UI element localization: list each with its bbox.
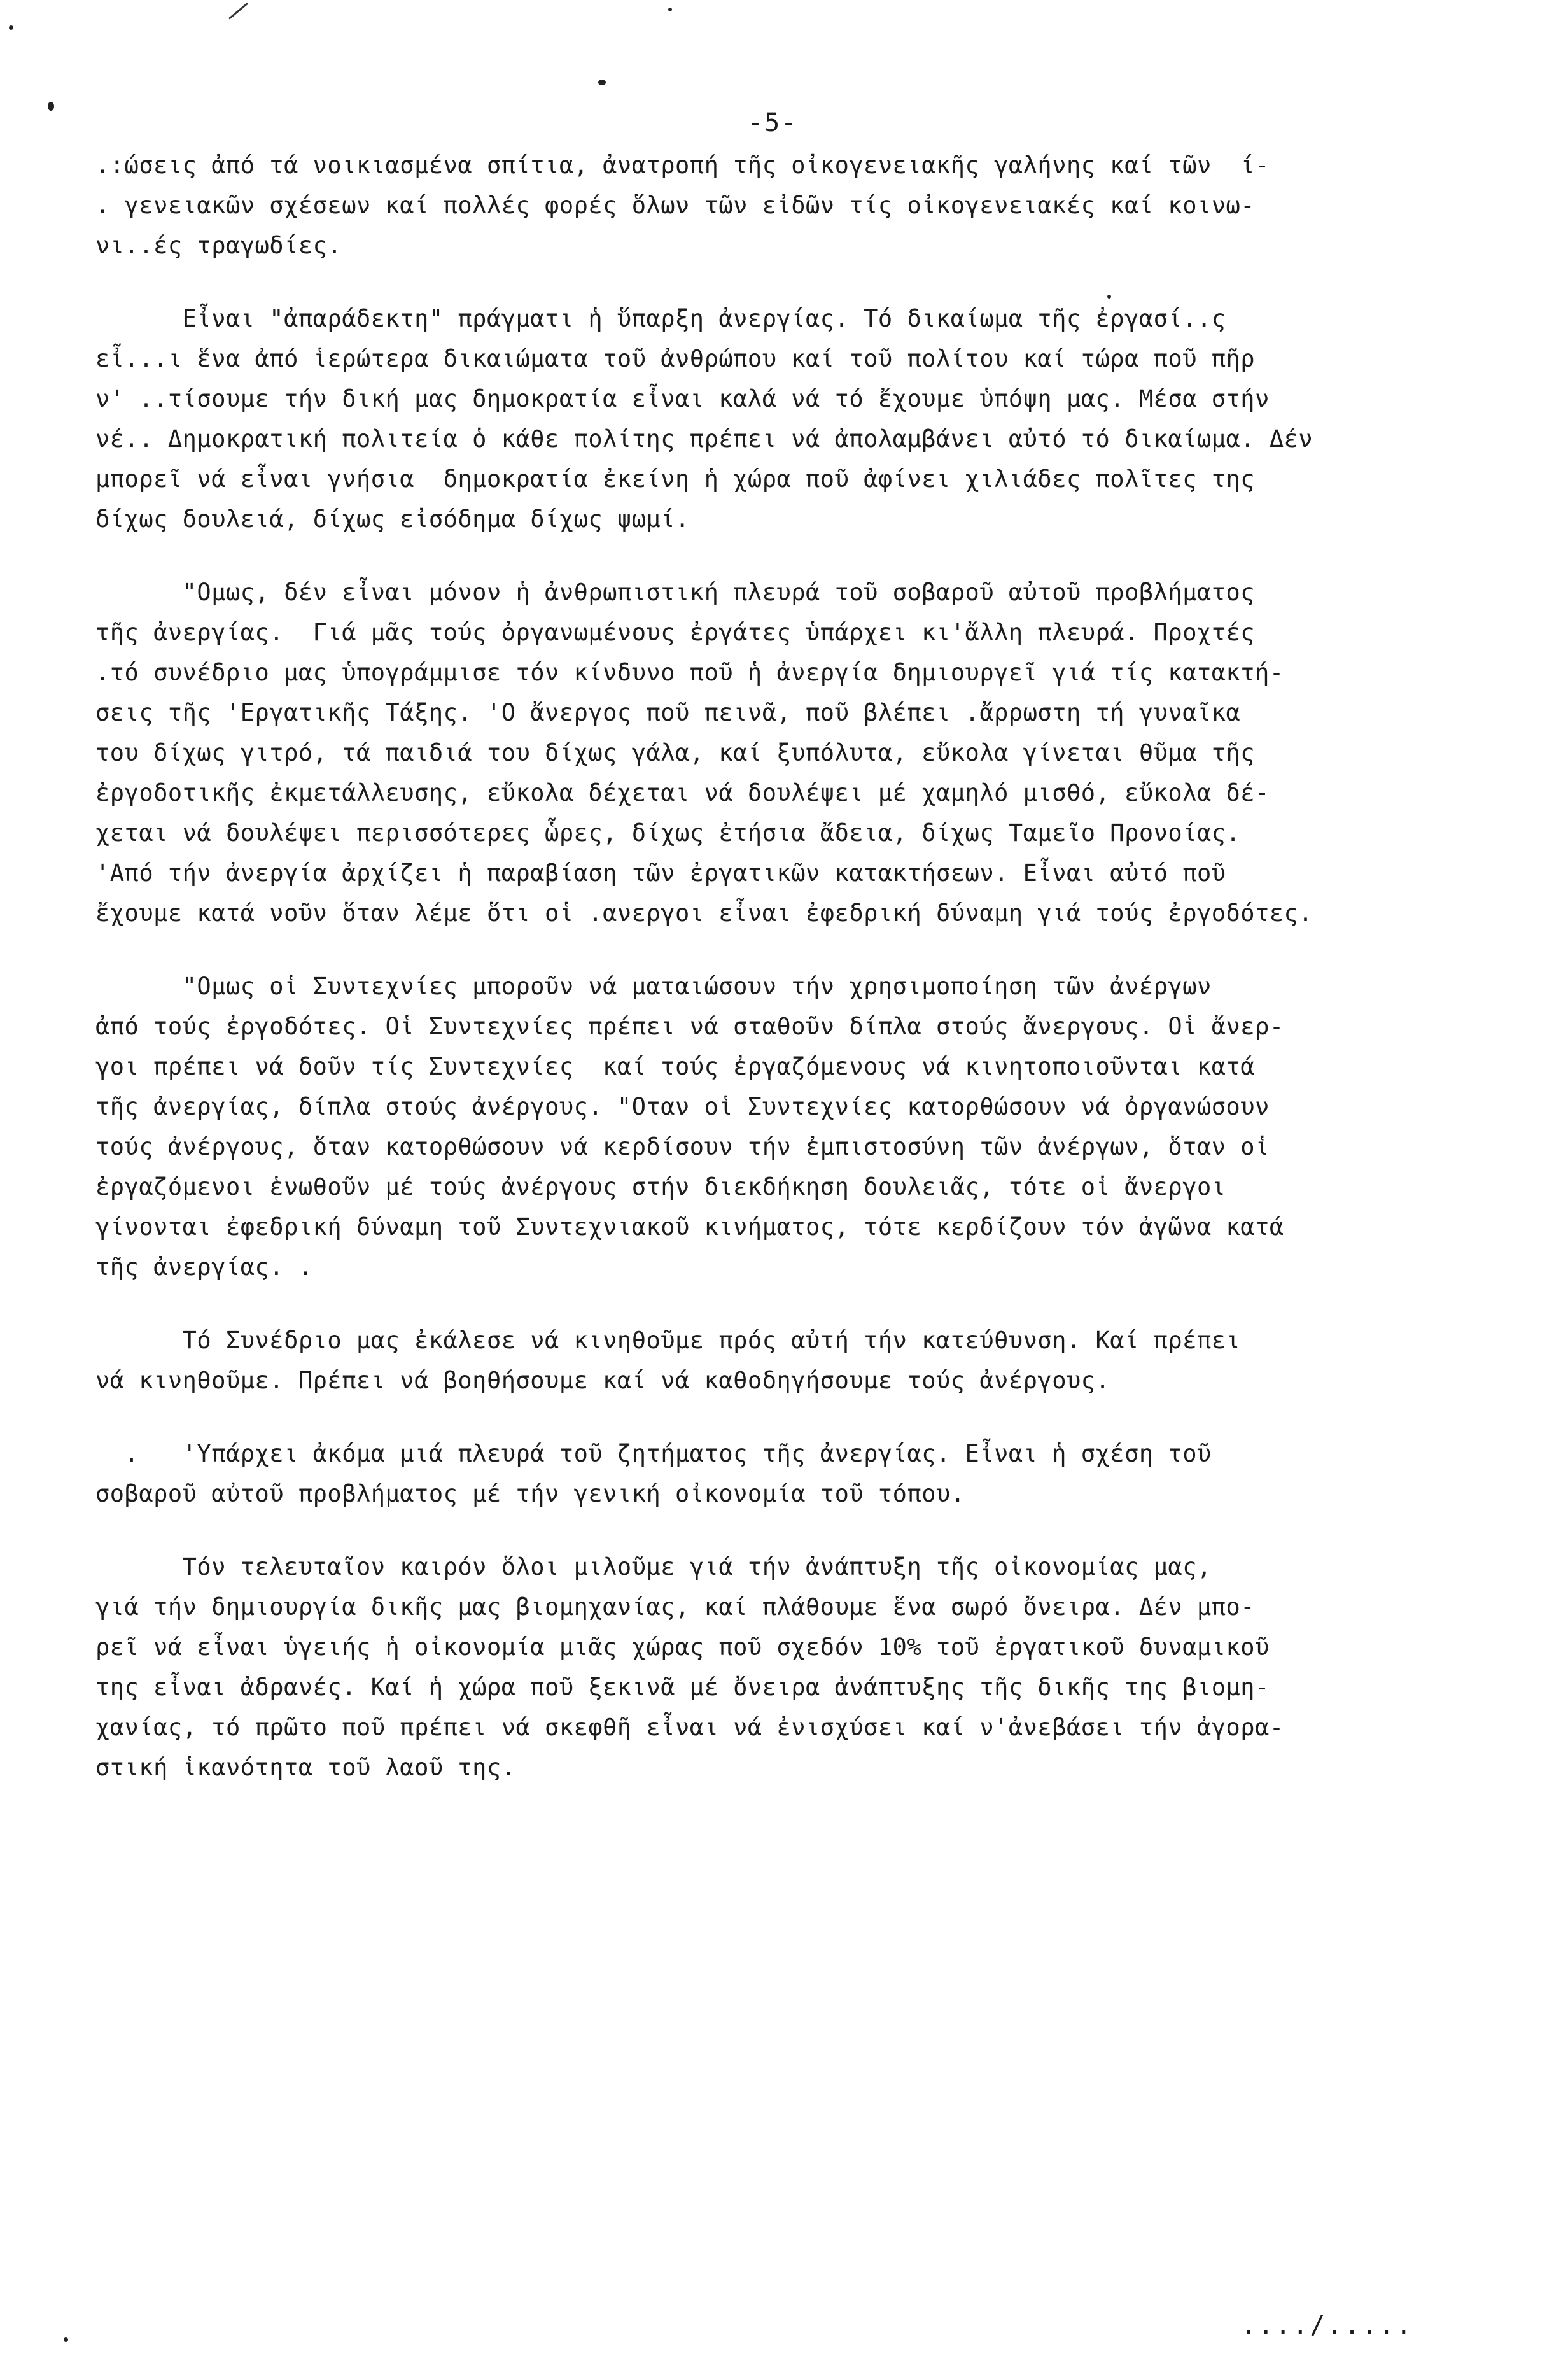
text-line: ἀπό τούς ἐργοδότες. Οἱ Συντεχνίες πρέπει νά σταθοῦν δίπλα στούς ἄνεργους. Οἱ ἄνερ- xyxy=(95,1013,1284,1040)
text-line: γοι πρέπει νά δοῦν τίς Συντεχνίες καί τούς ἐργαζόμενους νά κινητοποιοῦνται κατά xyxy=(95,1053,1256,1080)
text-line: Τόν τελευταῖον καιρόν ὅλοι μιλοῦμε γιά τήν ἀνάπτυξη τῆς οἰκονομίας μας, xyxy=(95,1553,1212,1581)
text-line: στική ἱκανότητα τοῦ λαοῦ της. xyxy=(95,1754,516,1781)
text-line: γίνονται ἐφεδρική δύναμη τοῦ Συντεχνιακοῦ κινήματος, τότε κερδίζουν τόν ἀγῶνα κατά xyxy=(95,1213,1284,1241)
paragraph xyxy=(95,1547,1515,1787)
scan-speck xyxy=(9,25,13,30)
text-line: χανίας, τό πρῶτο ποῦ πρέπει νά σκεφθῆ εἶναι νά ἐνισχύσει καί ν'ἀνεβάσει τήν ἀγορα- xyxy=(95,1714,1284,1741)
text-line: νι..ές τραγωδίες. xyxy=(95,232,342,259)
text-line: . γενειακῶν σχέσεων καί πολλές φορές ὅλων τῶν εἰδῶν τίς οἰκογενειακές καί κοινω- xyxy=(95,192,1256,219)
text-line: ἐργαζόμενοι ἑνωθοῦν μέ τούς ἀνέργους στήν διεκδήκηση δουλειᾶς, τότε οἱ ἄνεργοι xyxy=(95,1173,1226,1201)
text-line: ἔχουμε κατά νοῦν ὅταν λέμε ὅτι οἱ .ανεργοι εἶναι ἐφεδρική δύναμη γιά τούς ἐργοδότες. xyxy=(95,899,1313,927)
paragraph-gap xyxy=(95,1400,1515,1434)
text-line: νά κινηθοῦμε. Πρέπει νά βοηθήσουμε καί νά καθοδηγήσουμε τούς ἀνέργους. xyxy=(95,1367,1110,1394)
text-line: τῆς ἀνεργίας. . xyxy=(95,1253,313,1281)
paragraph-gap xyxy=(95,1514,1515,1547)
text-line: ἐργοδοτικῆς ἐκμετάλλευσης, εὔκολα δέχεται νά δουλέψει μέ χαμηλό μισθό, εὔκολα δέ- xyxy=(95,779,1270,807)
text-line: σοβαροῦ αὐτοῦ προβλήματος μέ τήν γενική οἰκονομία τοῦ τόπου. xyxy=(95,1480,965,1507)
text-line: δίχως δουλειά, δίχως εἰσόδημα δίχως ψωμί. xyxy=(95,505,690,533)
text-line: γιά τήν δημιουργία δικῆς μας βιομηχανίας, καί πλάθουμε ἕνα σωρό ὄνειρα. Δέν μπο- xyxy=(95,1593,1256,1621)
text-line: 'Από τήν ἀνεργία ἀρχίζει ἡ παραβίαση τῶν ἐργατικῶν κατακτήσεων. Εἶναι αὐτό ποῦ xyxy=(95,859,1226,887)
paragraph-gap xyxy=(95,1287,1515,1320)
text-line: ρεῖ νά εἶναι ὑγειής ἡ οἰκονομία μιᾶς χώρας ποῦ σχεδόν 10% τοῦ ἐργατικοῦ δυναμικοῦ xyxy=(95,1633,1270,1661)
scan-scratch xyxy=(228,3,248,20)
paragraph xyxy=(95,1434,1515,1514)
text-line: χεται νά δουλέψει περισσότερες ὧρες, δίχως ἐτήσια ἄδεια, δίχως Ταμεῖο Προνοίας. xyxy=(95,819,1241,847)
scan-speck xyxy=(668,8,672,11)
text-line: της εἶναι ἀδρανές. Καί ἡ χώρα ποῦ ξεκινᾶ μέ ὄνειρα ἀνάπτυξης τῆς δικῆς της βιομη- xyxy=(95,1674,1270,1701)
text-line: . 'Υπάρχει ἀκόμα μιά πλευρά τοῦ ζητήματος τῆς ἀνεργίας. Εἶναι ἡ σχέση τοῦ xyxy=(95,1440,1212,1467)
text-line: "Ομως οἱ Συντεχνίες μποροῦν νά ματαιώσουν τήν χρησιμοποίηση τῶν ἀνέργων xyxy=(95,973,1212,1000)
text-line: τῆς ἀνεργίας, δίπλα στούς ἀνέργους. "Οταν οἱ Συντεχνίες κατορθώσουν νά ὀργανώσουν xyxy=(95,1093,1270,1120)
text-line: Τό Συνέδριο μας ἐκάλεσε νά κινηθοῦμε πρός αὐτή τήν κατεύθυνση. Καί πρέπει xyxy=(95,1327,1241,1354)
paragraph-gap xyxy=(95,539,1515,572)
text-line: μπορεῖ νά εἶναι γνήσια δημοκρατία ἐκείνη ἡ χώρα ποῦ ἀφίνει χιλιάδες πολῖτες της xyxy=(95,465,1256,493)
body-text xyxy=(95,145,1515,1787)
text-line: .:ώσεις ἀπό τά νοικιασμένα σπίτια, ἀνατροπή τῆς οἰκογενειακῆς γαλήνης καί τῶν ί- xyxy=(95,152,1270,179)
paragraph xyxy=(95,145,1515,265)
text-line: του δίχως γιτρό, τά παιδιά του δίχως γάλα, καί ξυπόλυτα, εὔκολα γίνεται θῦμα τῆς xyxy=(95,739,1256,766)
paragraph-gap xyxy=(95,265,1515,299)
text-line: ν' ..τίσουμε τήν δική μας δημοκρατία εἶναι καλά νά τό ἔχουμε ὑπόψη μας. Μέσα στήν xyxy=(95,385,1270,412)
text-line: εἶ...ι ἕνα ἀπό ἱερώτερα δικαιώματα τοῦ ἀνθρώπου καί τοῦ πολίτου καί τώρα ποῦ πῆρ xyxy=(95,345,1256,372)
paragraph xyxy=(95,966,1515,1287)
scan-speck xyxy=(598,80,606,85)
paragraph xyxy=(95,1320,1515,1400)
paragraph xyxy=(95,572,1515,933)
text-line: τῆς ἀνεργίας. Γιά μᾶς τούς ὀργανωμένους ἐργάτες ὑπάρχει κι'ἄλλη πλευρά. Προχτές xyxy=(95,619,1256,646)
scan-speck xyxy=(1107,295,1111,299)
text-line: τούς ἀνέργους, ὅταν κατορθώσουν νά κερδίσουν τήν ἐμπιστοσύνη τῶν ἀνέργων, ὅταν οἱ xyxy=(95,1133,1270,1160)
continuation-mark: ..../..... xyxy=(1241,2311,1413,2340)
scan-speck xyxy=(48,102,54,111)
paragraph xyxy=(95,299,1515,539)
text-line: νέ.. Δημοκρατική πολιτεία ὁ κάθε πολίτης πρέπει νά ἀπολαμβάνει αὐτό τό δικαίωμα. Δέν xyxy=(95,425,1313,453)
text-line: σεις τῆς 'Εργατικῆς Τάξης. 'Ο ἄνεργος ποῦ πεινᾶ, ποῦ βλέπει .ἄρρωστη τή γυναῖκα xyxy=(95,699,1241,726)
page-number: -5- xyxy=(748,108,798,137)
paragraph-gap xyxy=(95,933,1515,966)
text-line: Εἶναι "ἀπαράδεκτη" πράγματι ἡ ὕπαρξη ἀνεργίας. Τό δικαίωμα τῆς ἐργασί..ς xyxy=(95,305,1226,332)
scan-speck xyxy=(64,2337,68,2342)
text-line: .τό συνέδριο μας ὑπογράμμισε τόν κίνδυνο ποῦ ἡ ἀνεργία δημιουργεῖ γιά τίς κατακτή- xyxy=(95,659,1284,686)
text-line: "Ομως, δέν εἶναι μόνον ἡ ἀνθρωπιστική πλευρά τοῦ σοβαροῦ αὐτοῦ προβλήματος xyxy=(95,579,1256,606)
